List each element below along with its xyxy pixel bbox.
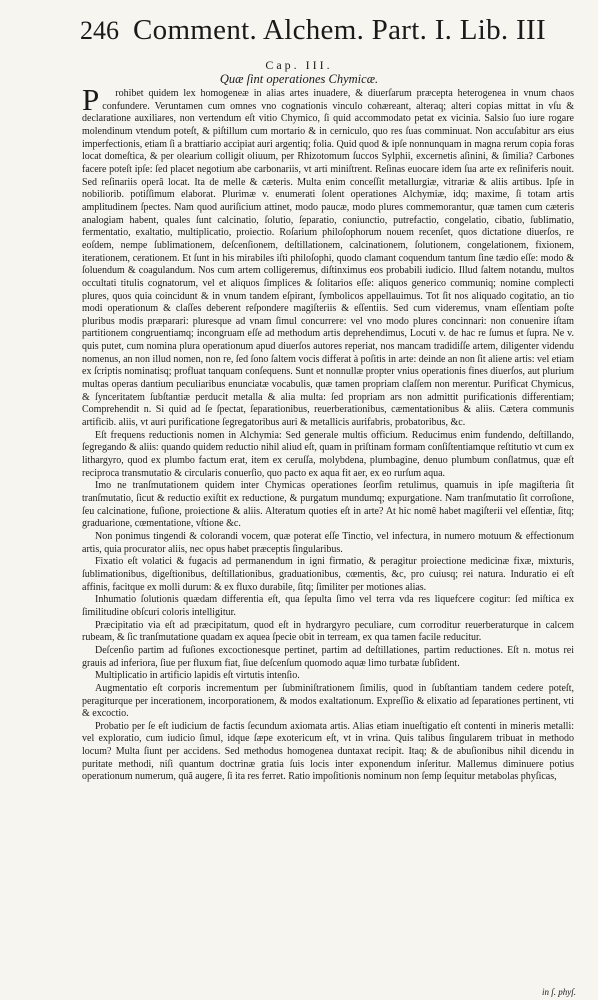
catchword: in ſ. phyſ. [542,987,576,997]
paragraph: Augmentatio eſt corporis incrementum per ſubminiſtrationem ſimilis, quod in ſubſtantiam tandem cedere poteſt, peragiturque per incerationem, incorporationem, & modos exaltationum. Expreſſio & elixatio ad ſeparationes pertinent, vti & excoctio. [82,682,574,720]
paragraph [82,82,574,430]
paragraph: Inhumatio ſolutionis quædam differentia eſt, qua ſepulta ſimo vel terra vda res liquefcere cogitur: ſed miſtica ex ſimilitudine obſcuri coloris intelligitur. [82,594,574,618]
paragraph: Præcipitatio via eſt ad præcipitatum, quod eſt in hydrargyro peculiare, cum corroditur reuerberaturque in calcem rubeam, & ſic tranſmutatione quadam ex aquea ſpecie obit in terream, ex qua tamen facile reducitur. [82,619,574,644]
paragraph: Fixatio eſt volatici & fugacis ad permanendum in igni firmatio, & peragitur proiectione medicinæ fixæ, mixturis, ſublimationibus, digeſtionibus, deſtillationibus, graduationibus, cœmentis, &c, pro cuiusq; rei natura. Induratio ei eſt affinis, facitque ex molli durum: & ex fluxo durabile, ſitq; ſimiliter per motiones alias. [82,556,574,593]
paragraph: Deſcenſio partim ad fuſiones excoctionesque pertinet, partim ad deſtillationes, partim reductiones. Eſt n. motus rei grauis ad inferiora, ſiue per fluxum fiat, ſiue deſcenſum quomodo aquæ limo turbatæ ſubſident. [82,644,574,669]
paragraph: Imo ne tranſmutationem quidem inter Chymicas operationes ſeorſim retulimus, quamuis in ipſe magiſteria ſit tranſmutatio, ſicut & reductio exiſtit ex reductione, & purgatum mundumq; expurgatione. Nam tranſmutatio ſit corroſione, ſeu calcinatione, fuſione, proiectione & aliis. Alteratum quoties eſt in arte? At hic nomê habet magiſterii vel eſſentiæ, ſitq; graduarione, cœmentatione, vſtione &c. [82,480,574,530]
running-header [80,14,580,56]
chapter-label: Cap. III. [265,58,333,72]
paragraph: Multiplicatio in artificio lapidis eſt virtutis intenſio. [95,670,300,682]
paragraph: Eſt frequens reductionis nomen in Alchymia: Sed generale multis officium. Reducimus enim fundendo, deſtillando, ſegregando & aliis: quando quidem reductio nihil aliud eſt, quam in priſtinam formam conſiſtentiamque reſtitutio vt cum ex lithargyro, quod ex plumbo factum erat, item ex ceruſſa, molybdena, plumbagine, denuo plumbum conſlatmus, quæ eſt reciproca transmutatio & circularis conuerſio, quo pacto ex aqua fit aer, ex eo rurſum aqua. [82,429,574,479]
paragraph-text: rohibet quidem lex homogeneæ in alias artes inuadere, & diuerſarum præcepta heterogenea in vnum chaos confundere. Veruntamen cum omnes vno cognationis vinculo cohæreant, alteraq; alteri copias mittat in vſu & declaratione auxiliares, non vertendum eſt vitio Chymico, ſi quid accommodato petat ex vicinia. Salsio ſuo iure rogare molendinum vtendum poteſt, & piſtillum cum mortario & in cerniculo, quo res ſuas comminuat. Non accuſabitur ars eius imperfectionis, etiam ſi a brattiario accipiat auri argentiq; folia. Quid quod & ipſe nonnunquam in magna rerum copia foras locat domeſtica, & per olearium colligit oliuum, per Rhizotomum ſuccos Sylphii, excernetis aſinini, & ſimilia? Carbones facere poteſt ipſe: ſed placet negotium abe carbonariis, vt arti miniſtrent. Reſinas euocare idem ſua arte ex reſiniferis nouit. Sed reſinariis operâ locat. Ita de melle & cæteris. Multa enim conceſſit metallurgiæ, vitrariæ & aliis artibus. Ipſe in nobiliorib. potiſſimum elaborat. Plurimæ v. enumerati ſolent operationes Alchymiæ, idq; maxime, ſi totam artis amplitudinem ſpectes. Nam quod auriſicium attinet, modo paucæ, modo plures commemorantur, quæ tamen cum cæteris analogiam habent, quales ſunt calcinatio, ſolutio, ſeparatio, coniunctio, putrefactio, congelatio, cibatio, ſublimatio, fermentatio, exaltatio, multiplicatio, proiectio. Roſarium philoſophorum nouem recenſet, quos dictatione diuerſos, re eoſdem, nempe ſublimationem, deſcenſionem, deſtillationem, calcinationem, ſolutionem, congelationem, fixionem, iterationem, cerationem. Et ſunt in his mirabiles iſti philoſophi, quodo clamant coquendum tantum ſine tædio eſſe: modo & ſoluendum & coagulandum. Nos cum artem colligeremus, diſtinximus eos probabili iudicio. Illud ſaltem notandu, multos occultati titulis cognatorum, vel et aliquos ſimplices & ſolitarios eſſe: aliquos generico communiq; nomine complecti plures, quos quia coincidunt & in vnum tandem eſpirant, ſymbolicos appellauimus. Tot ſit nos aliquado cogitatio, an tio modi operationum & claſſes deberent reſpondere magiſteriis & eſſentiis. Sed cum videremus, vnam eſſentiam poſte pluribus modis præparari: pluresque ad vnam ſimul concurrere: vel vno modo plures concinnari: non conuenire iſtam partitionem congruentiamq; incongruam eſſe ad methodum artis deprehendimus, Locuti v. de hac re ſumus et ſupra. Ne v. quis putet, cum nomina plura operationum apud diuerſos autores reperiat, nos mancam tradidiſſe artem, diligenter videndu nomenus, an non illud nomen, non re, ſed ſono ſaltem vocis differat à poſitis in arte: deinde an non ſit aliene artis: vel etiam ex ſcriptis nominatisq; profluat tanquam conſequens. Sunt et nonnullæ propter vnius operationis fines diuerſos, aut plurium multas operas dantium peculiaribus enunciatæ vocabulis, quæ tamen propriam claſſem non merentur. Purificat Chymicus, & ſynceritatem ſubſtantiæ perducit metalla & alia multa: ſed propriam ars non admittit purificationis differentiam; Comprehendit n. Si quid ad ſe ſpectat, ſeparationibus, reuerberationibus, cæmentationibus & aliis. Cætera communis artificib. aliis, vt auri purificatione ſegregatoribus auri & metallicis aurifabris, probatoribus, &c. [82,88,574,429]
drop-cap: P [82,82,100,117]
body-text [82,82,574,784]
running-head: Comment. Alchem. Part. I. Lib. III [133,14,546,46]
paragraph: Probatio per ſe eſt iudicium de factis ſecundum axiomata artis. Alias etiam inueſtigatio eſt contenti in mineris metalli: vel exploratio, cum iudicio ſimul, idque ſæpe exotericum eſt, vt in vrina. Quis talibus ſingularem tribuat in methodo locum? Multa ſiunt per accidens. Sed methodus homogenea duntaxat recipit. Itaq; & de abuſionibus nihil dicendu in puritate methodi, niſi quantum doctrinæ gratia ſuis locis inter exponendum inſeritur. Mallemus diminuere potius operationum numerum, quã augere, ſi ita res ferret. Ratio impoſitionis nominum non ſemp ſequitur metabolas phyſicas, [82,720,574,783]
paragraph: Non ponimus tingendi & colorandi vocem, quæ poterat eſſe Tinctio, vel infectura, in numero motuum & effectionum artis, quia procurator aliis, nec opus habet præceptis ſingularibus. [82,530,574,555]
chapter-title: Quæ ſint operationes Chymicæ. [219,72,379,86]
page-number: 246 [80,16,119,45]
